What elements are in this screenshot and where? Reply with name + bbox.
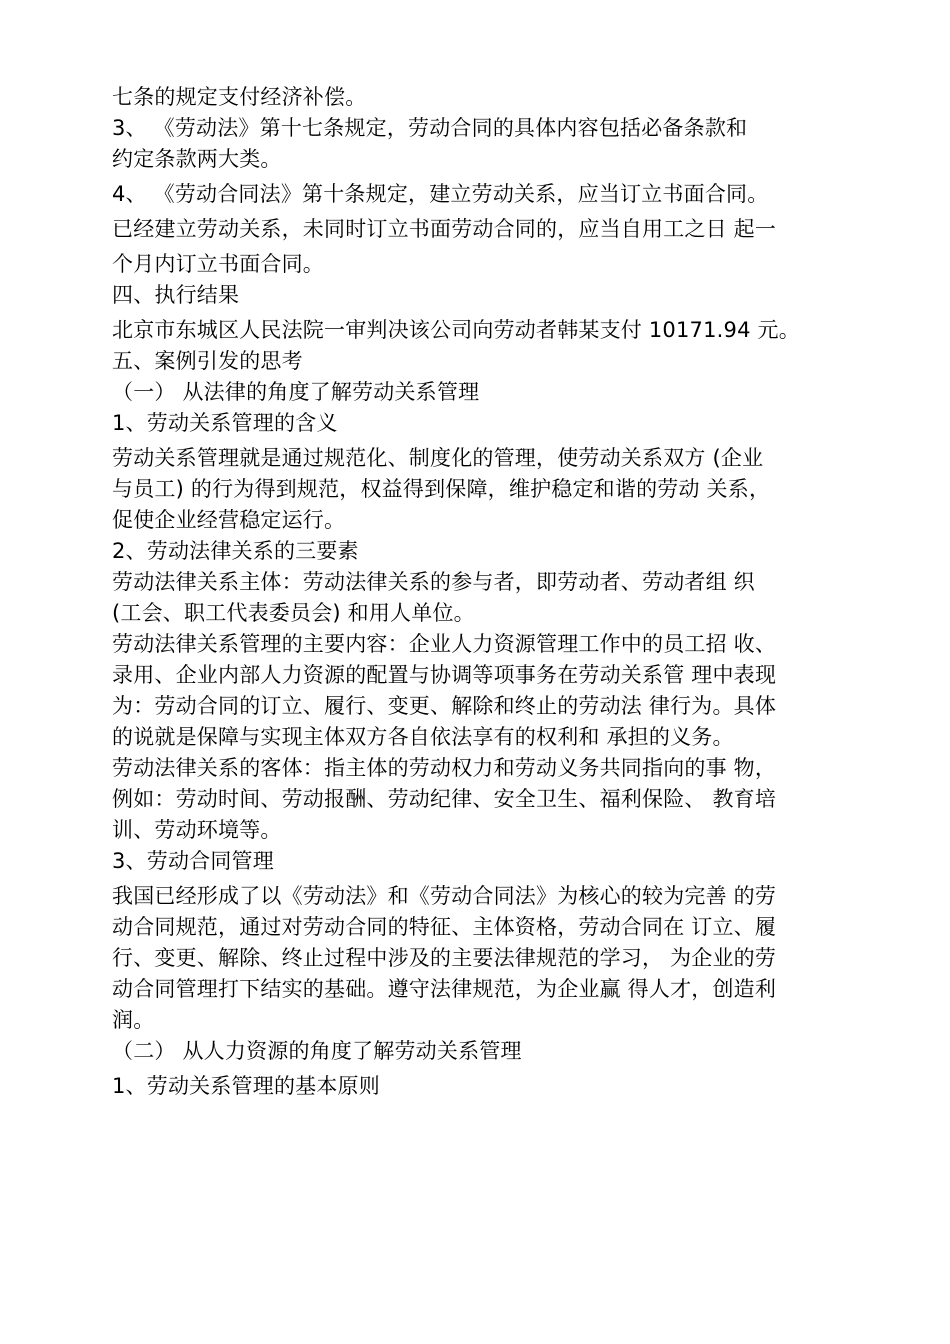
text-line: 个月内订立书面合同。 [112, 252, 324, 276]
text-line: 约定条款两大类。 [112, 147, 282, 171]
text-line: 4、 《劳动合同法》第十条规定，建立劳动关系，应当订立书面合同。 [112, 182, 769, 206]
text-line: (工会、职工代表委员会) 和用人单位。 [112, 601, 475, 625]
text-line: 与员工) 的行为得到规范，权益得到保障，维护稳定和谐的劳动 关系， [112, 477, 771, 501]
item-heading: 1、劳动关系管理的基本原则 [112, 1074, 380, 1098]
item-heading: 2、劳动法律关系的三要素 [112, 539, 359, 563]
text-line: 我国已经形成了以《劳动法》和《劳动合同法》为核心的较为完善 的劳 [112, 884, 777, 908]
item-heading: 1、劳动关系管理的含义 [112, 411, 338, 435]
text-line: 录用、企业内部人力资源的配置与协调等项事务在劳动关系管 理中表现 [112, 663, 777, 687]
text-line: 七条的规定支付经济补偿。 [112, 85, 367, 109]
text-line: 北京市东城区人民法院一审判决该公司向劳动者韩某支付 10171.94 元。 [112, 318, 800, 342]
text-line: 例如：劳动时间、劳动报酬、劳动纪律、安全卫生、福利保险、 教育培 [112, 787, 777, 811]
text-line: 的说就是保障与实现主体双方各自依法享有的权利和 承担的义务。 [112, 725, 734, 749]
text-line: 促使企业经营稳定运行。 [112, 508, 346, 532]
subsection-heading: （二） 从人力资源的角度了解劳动关系管理 [112, 1039, 522, 1063]
text-line: 动合同管理打下结实的基础。遵守法律规范，为企业赢 得人才，创造利 [112, 977, 777, 1001]
text-line: 劳动法律关系管理的主要内容：企业人力资源管理工作中的员工招 收、 [112, 632, 777, 656]
item-heading: 3、劳动合同管理 [112, 849, 274, 873]
document-page [112, 82, 862, 1102]
text-line: 已经建立劳动关系，未同时订立书面劳动合同的，应当自用工之日 起一 [112, 217, 777, 241]
text-line: 劳动关系管理就是通过规范化、制度化的管理，使劳动关系双方 (企业 [112, 446, 764, 470]
text-line: 行、变更、解除、终止过程中涉及的主要法律规范的学习， 为企业的劳 [112, 946, 777, 970]
subsection-heading: （一） 从法律的角度了解劳动关系管理 [112, 380, 480, 404]
section-heading: 四、执行结果 [112, 283, 240, 307]
text-line: 训、劳动环境等。 [112, 818, 282, 842]
text-line: 润。 [112, 1008, 155, 1032]
text-line: 动合同规范，通过对劳动合同的特征、主体资格，劳动合同在 订立、履 [112, 915, 777, 939]
text-line: 劳动法律关系的客体：指主体的劳动权力和劳动义务共同指向的事 物， [112, 756, 777, 780]
text-line: 3、 《劳动法》第十七条规定，劳动合同的具体内容包括必备条款和 [112, 116, 748, 140]
section-heading: 五、案例引发的思考 [112, 349, 303, 373]
text-line: 劳动法律关系主体：劳动法律关系的参与者，即劳动者、劳动者组 织 [112, 570, 755, 594]
text-line: 为：劳动合同的订立、履行、变更、解除和终止的劳动法 律行为。具体 [112, 694, 777, 718]
